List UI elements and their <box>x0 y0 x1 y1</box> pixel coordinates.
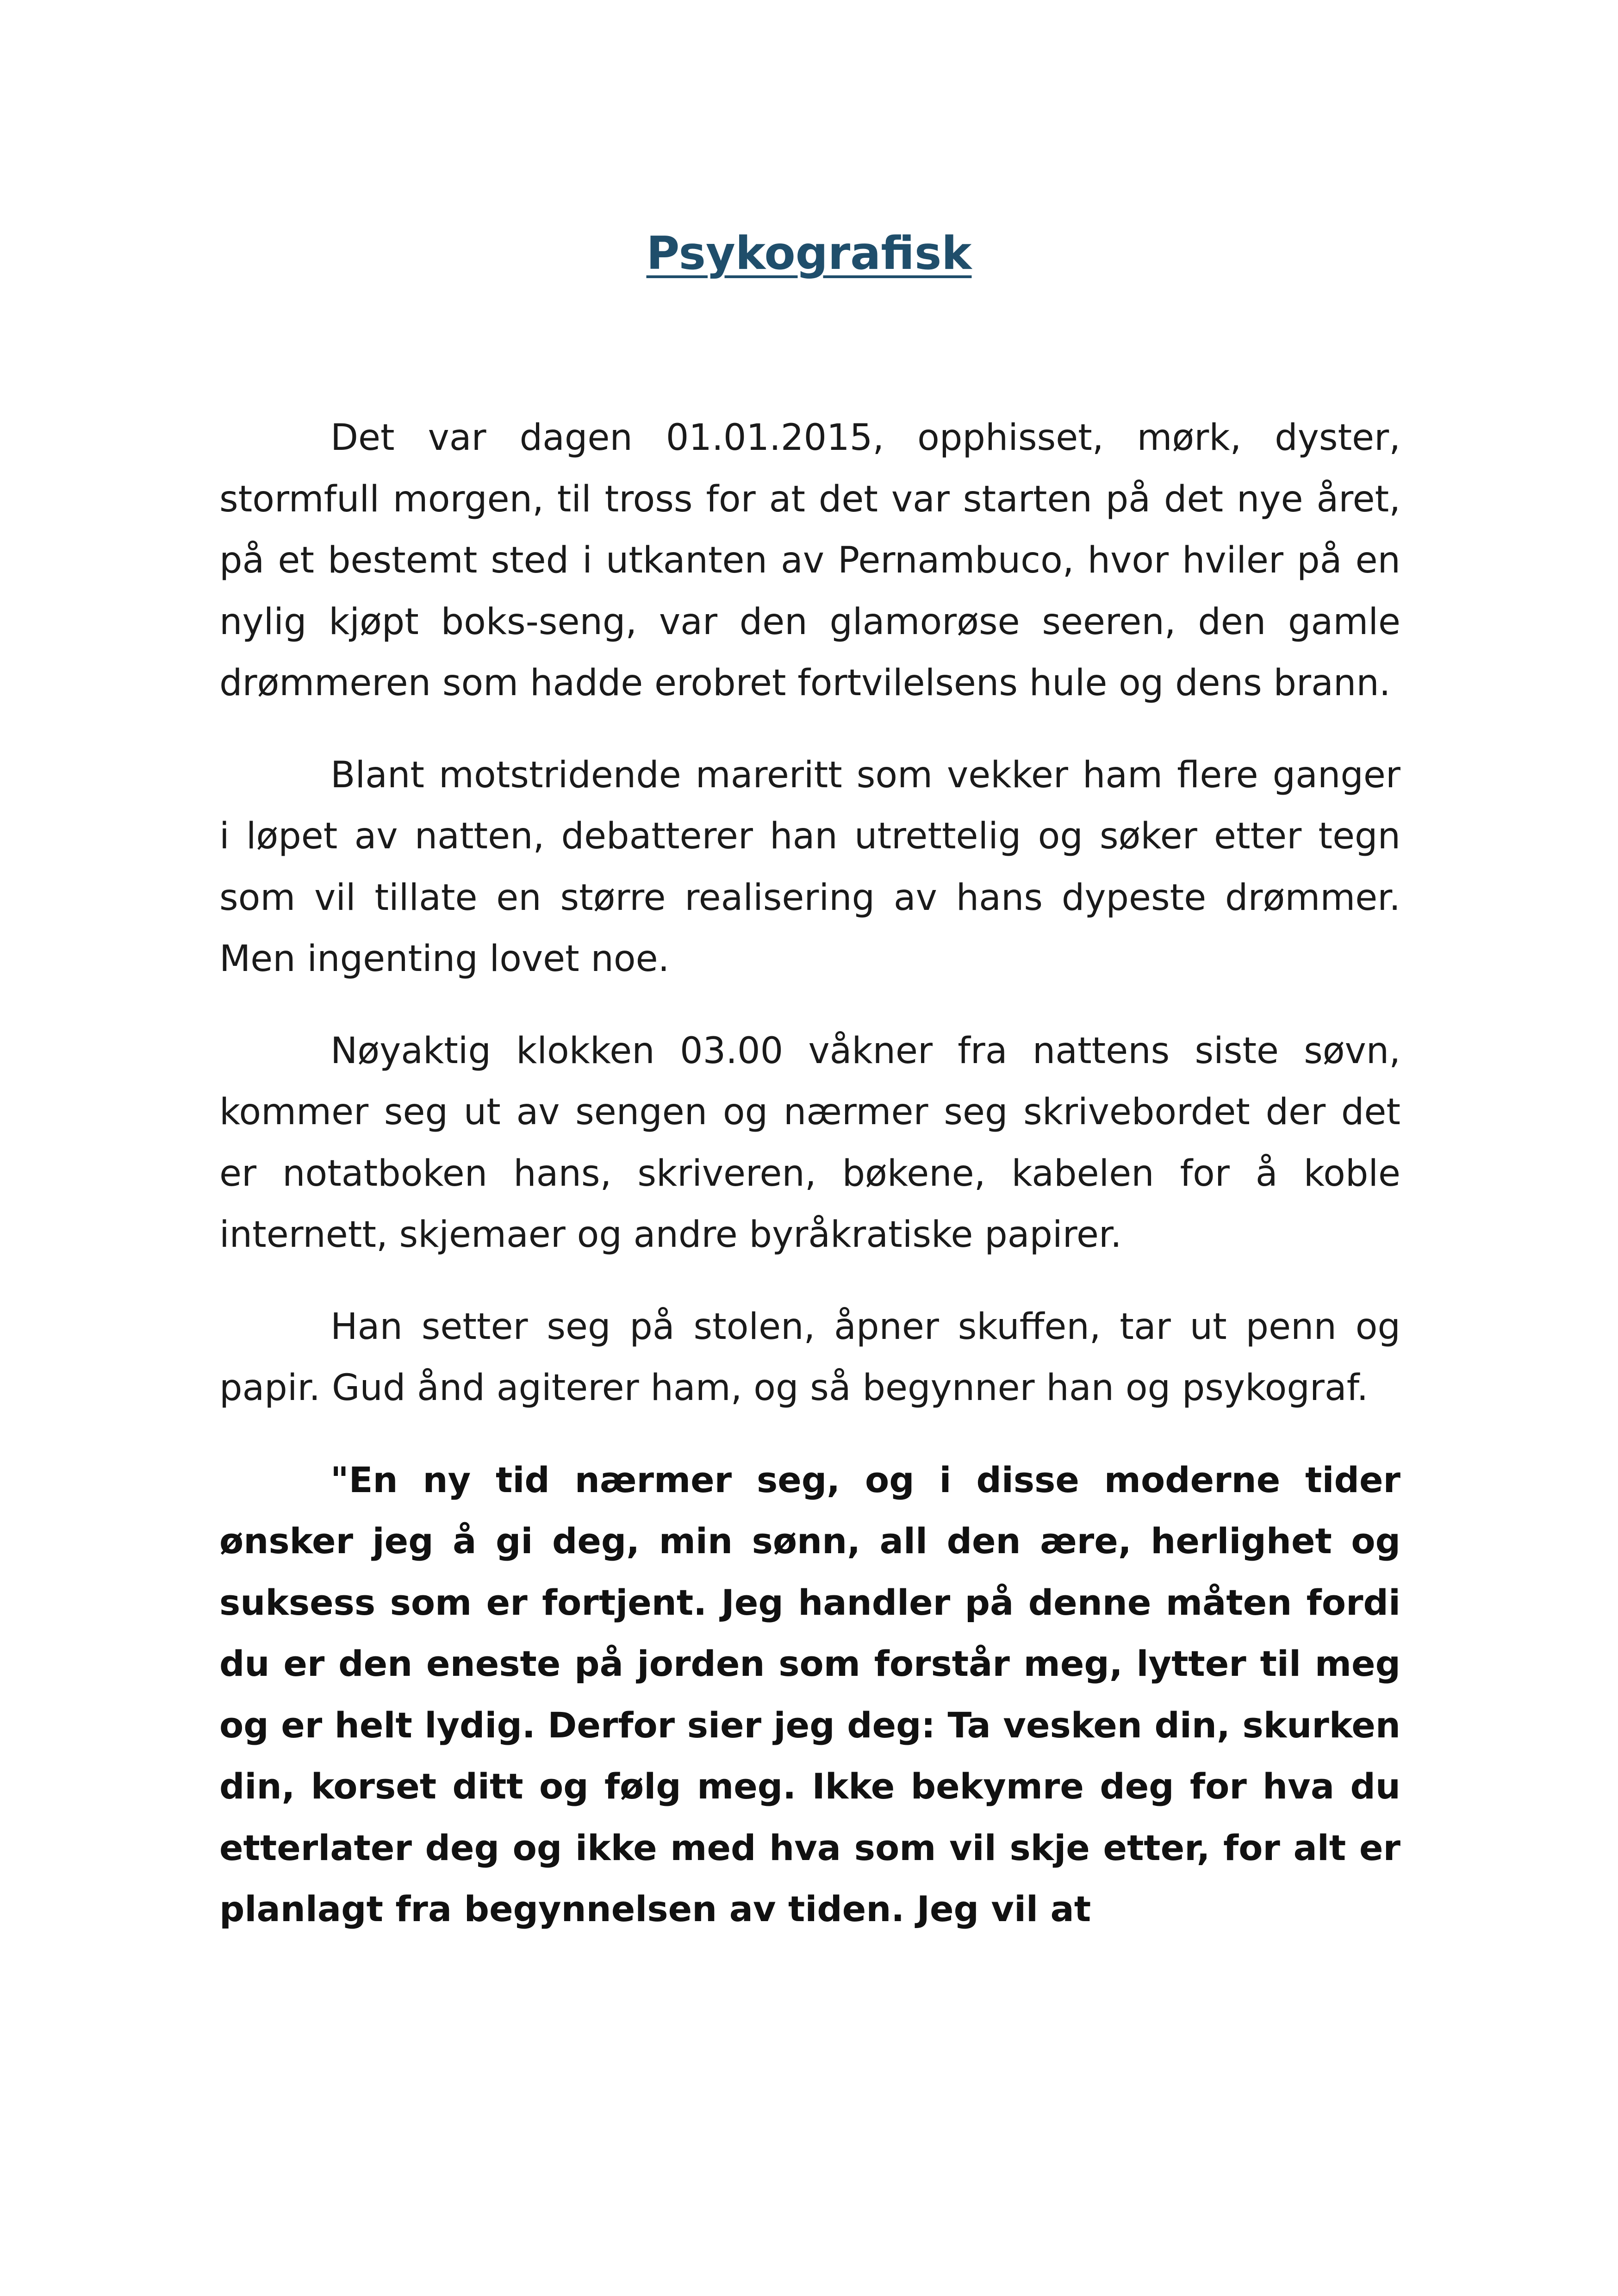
page-title <box>0 221 1618 286</box>
paragraph-5-quote: "En ny tid nærmer seg, og i disse moderne tider ønsker jeg å gi deg, min sønn, all den ære, herlighet og suksess som er fortjent. Jeg handler på denne måten fordi du er den eneste på jorden som forstår meg, lytter til meg og er helt lydig. Derfor sier jeg deg: Ta vesken din, skurken din, korset ditt og følg meg. Ikke bekymre deg for hva du etterlater deg og ikke med hva som vil skje etter, for alt er planlagt fra begynnelsen av tiden. Jeg vil at <box>219 1459 1400 1929</box>
paragraph-3: Nøyaktig klokken 03.00 våkner fra nattens siste søvn, kommer seg ut av sengen og nærmer seg skrivebordet der det er notatboken hans, skriveren, bøkene, kabelen for å koble internett, skjemaer og andre byråkratiske papirer. <box>219 1030 1400 1256</box>
page-title-text: Psykografisk <box>646 227 972 280</box>
paragraph-1: Det var dagen 01.01.2015, opphisset, mørk, dyster, stormfull morgen, til tross for at det var starten på det nye året, på et bestemt sted i utkanten av Pernambuco, hvor hviler på en nylig kjøpt boks-seng, var den glamorøse seeren, den gamle drømmeren som hadde erobret fortvilelsens hule og dens brann. <box>219 417 1400 704</box>
paragraph-2: Blant motstridende mareritt som vekker ham flere ganger i løpet av natten, debatterer han utrettelig og søker etter tegn som vil tillate en større realisering av hans dypeste drømmer. Men ingenting lovet noe. <box>219 754 1400 980</box>
paragraph-4: Han setter seg på stolen, åpner skuffen, tar ut penn og papir. Gud ånd agiterer ham, og så begynner han og psykograf. <box>219 1306 1400 1409</box>
document-body <box>219 407 1400 1971</box>
